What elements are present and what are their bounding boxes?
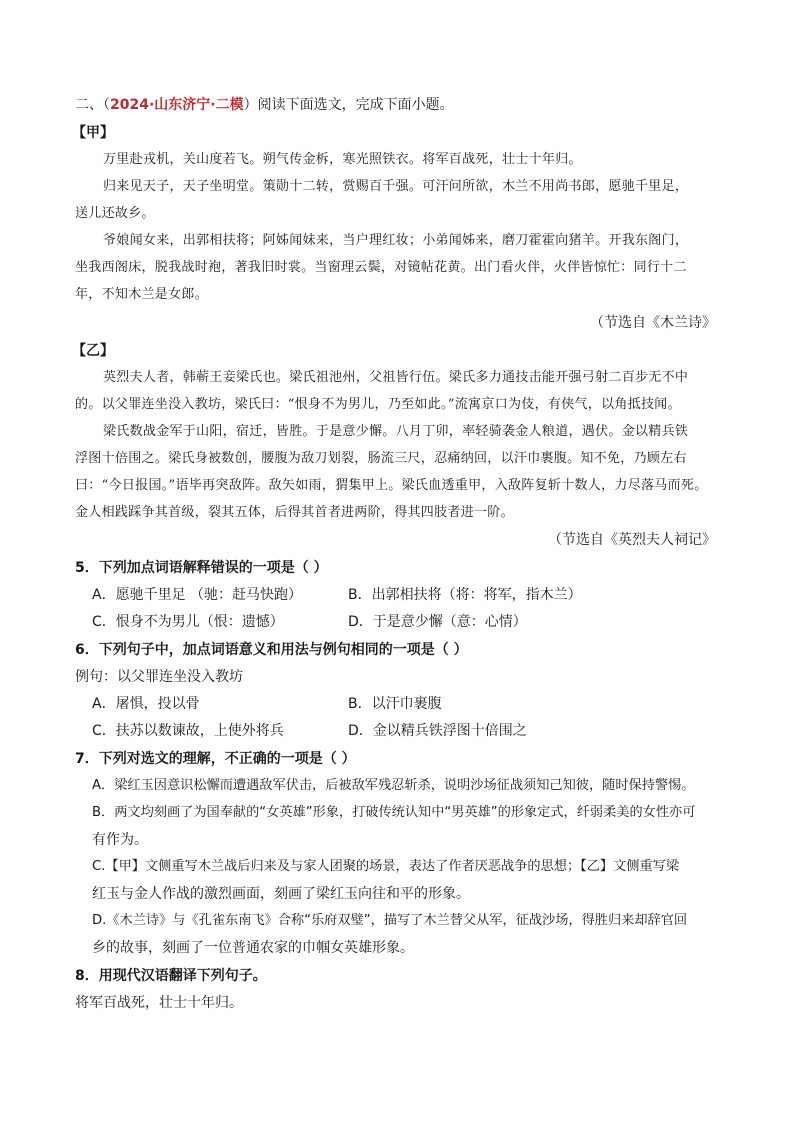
question-7-option-d-cont: 乡的故事，刻画了一位普通农家的巾帼女英雄形象。	[92, 940, 414, 956]
question-7-option-c-cont: 红玉与金人作战的激烈画面，刻画了梁红玉向往和平的形象。	[92, 886, 470, 902]
question-5-option-c: C．恨身不为男儿（恨：遗憾）	[92, 614, 284, 630]
question-7-option-d: D.《木兰诗》与《孔雀东南飞》合称“乐府双璧”，描写了木兰替父从军，征战沙场，得胜归来却辞官回	[92, 913, 688, 928]
passage-a-line: 坐我西阁床，脱我战时袍，著我旧时裳。当窗理云鬓，对镜帖花黄。出门看火伴，火伴皆惊忙：同行十二	[75, 260, 687, 275]
question-7-stem: 7．下列对选文的理解，不正确的一项是（ ）	[75, 751, 356, 767]
passage-b-line: 曰：“今日报国。”语毕再突敌阵。敌矢如雨，猬集甲上。梁氏血透重甲，入敌阵复斩十数人，力尽落马而死。	[75, 478, 708, 493]
passage-b-line: 浮图十倍围之。梁氏身被数创，腰腹为敌刀划裂，肠流三尺，忍痛纳回，以汗巾裹腹。知不免，乃顾左右	[75, 451, 687, 466]
question-5-option-d: D．于是意少懈（意：心情）	[348, 614, 527, 630]
passage-a-source: （节选自《木兰诗》	[590, 315, 716, 331]
question-6-example: 例句：以父罪连坐没入教坊	[75, 669, 243, 685]
question-5-option-a: A．愿驰千里足 （驰：赶马快跑）	[92, 587, 303, 603]
passage-a-line: 归来见天子，天子坐明堂。策勋十二转，赏赐百千强。可汗问所欲，木兰不用尚书郎，愿驰千里足，	[103, 179, 689, 194]
question-7-option-b-cont: 有作为。	[92, 832, 148, 848]
question-5-stem: 5．下列加点词语解释错误的一项是（ ）	[75, 560, 328, 576]
passage-b-line: 金人相践踩争其首级，裂其五体，后得其首者进两阶，得其四肢者进一阶。	[75, 505, 514, 520]
question-6-option-d: D．金以精兵铁浮图十倍围之	[348, 723, 527, 739]
question-6-option-c: C．扶苏以数谏故，上使外将兵	[92, 723, 284, 739]
passage-a-line: 年，不知木兰是女郎。	[75, 287, 209, 302]
section-heading	[75, 96, 454, 114]
question-5-option-b: B．出郭相扶将（将：将军，指木兰）	[348, 587, 582, 603]
question-8-sentence: 将军百战死，壮士十年归。	[75, 995, 243, 1011]
question-7-option-b: B．两文均刻画了为国奉献的“女英雄”形象，打破传统认知中“男英雄”的形象定式，纤弱柔美的女性亦可	[92, 805, 696, 820]
passage-b-line: 英烈夫人者，韩蕲王妾梁氏也。梁氏祖池州，父祖皆行伍。梁氏多力通技击能开强弓射二百步无不中	[103, 370, 689, 385]
passage-b-line: 梁氏数战金军于山阳，宿迁，皆胜。于是意少懈。八月丁卯，率轻骑袭金人粮道，遇伏。金以精兵铁	[103, 424, 689, 439]
passage-b-source: （节选自《英烈夫人祠记》	[548, 532, 716, 548]
passage-b-label: 【乙】	[72, 343, 114, 359]
heading-suffix: ）阅读下面选文，完成下面小题。	[243, 97, 454, 113]
question-6-stem: 6．下列句子中，加点词语意义和用法与例句相同的一项是（ ）	[75, 642, 468, 658]
passage-b-line: 的。以父罪连坐没入教坊，梁氏曰：“恨身不为男儿，乃至如此。”流寓京口为伎，有侠气，以角抵技闻。	[75, 397, 681, 412]
heading-source: 2024·山东济宁·二模	[110, 97, 244, 113]
question-7-option-c: C.【甲】文侧重写木兰战后归来及与家人团聚的场景，表达了作者厌恶战争的思想；【乙】文侧重写梁	[92, 859, 680, 874]
passage-a-line: 万里赴戎机，关山度若飞。朔气传金柝，寒光照铁衣。将军百战死，壮士十年归。	[103, 152, 582, 167]
passage-a-label: 【甲】	[72, 125, 114, 141]
passage-a-line: 爷娘闻女来，出郭相扶将；阿姊闻妹来，当户理红妆；小弟闻姊来，磨刀霍霍向猪羊。开我东阁门，	[103, 233, 689, 248]
question-8-stem: 8．用现代汉语翻译下列句子。	[75, 968, 267, 984]
passage-a-line: 送儿还故乡。	[75, 206, 155, 221]
heading-prefix: 二、（	[75, 97, 110, 113]
question-6-option-b: B．以汗巾裹腹	[348, 696, 442, 712]
question-7-option-a: A．梁红玉因意识松懈而遭遇敌军伏击，后被敌军残忍斩杀，说明沙场征战须知己知彼，随时保持警惕。	[92, 778, 695, 793]
question-6-option-a: A．屠惧，投以骨	[92, 696, 200, 712]
